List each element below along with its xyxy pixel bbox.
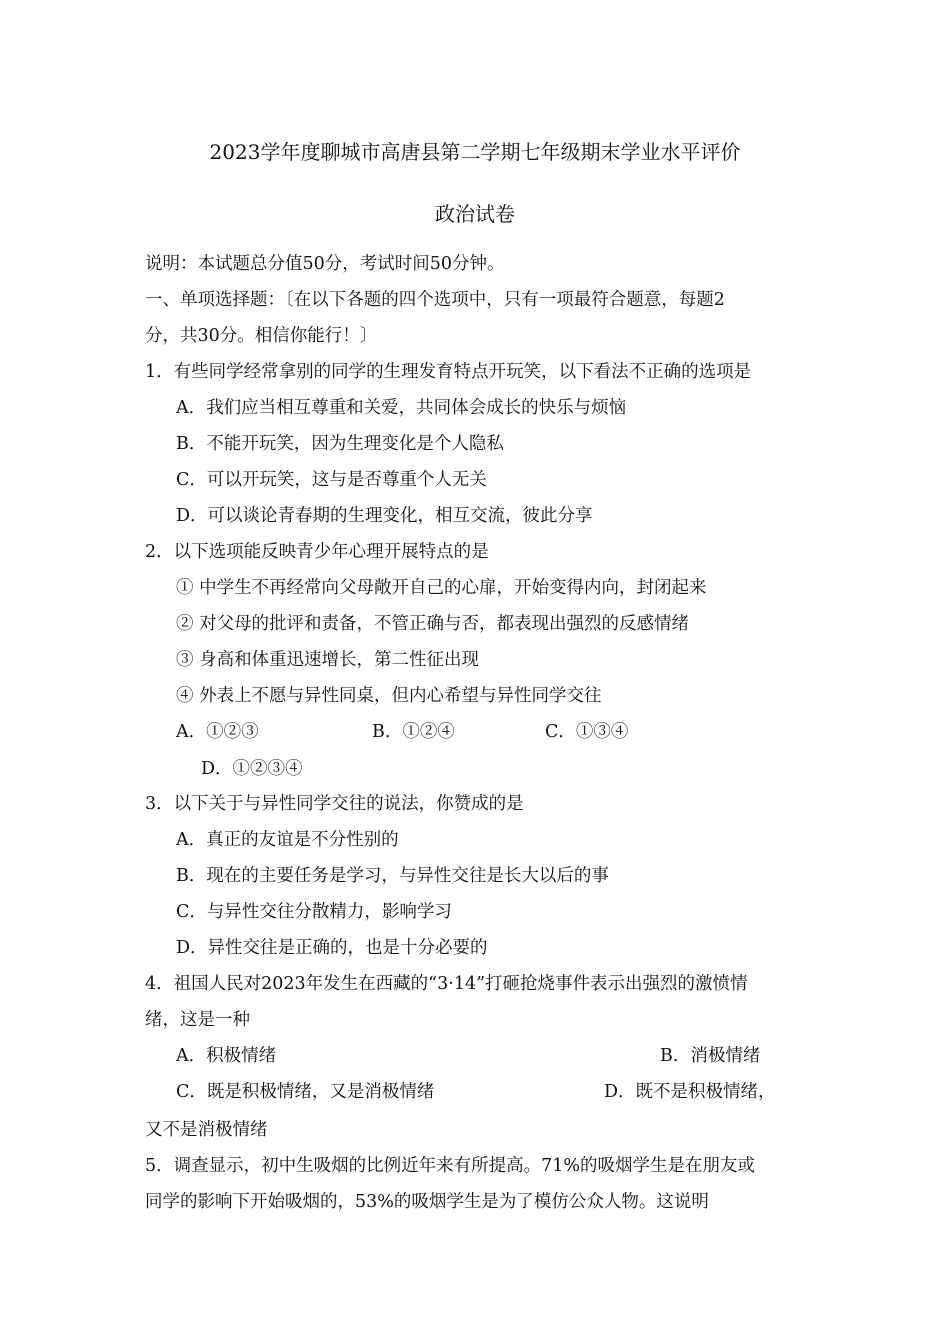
question-3-option-c: C．与异性交往分散精力，影响学习: [176, 902, 452, 922]
question-2-stem: 2．以下选项能反映青少年心理开展特点的是: [145, 542, 489, 562]
exam-note: 说明：本试题总分值50分，考试时间50分钟。: [145, 254, 505, 274]
question-2-option-a: A．①②③: [176, 722, 259, 742]
question-4-option-c: C．既是积极情绪，又是消极情绪: [176, 1082, 435, 1102]
question-2-option-b: B．①②④: [372, 722, 455, 742]
question-1-stem: 1．有些同学经常拿别的同学的生理发育特点开玩笑，以下看法不正确的选项是: [145, 362, 752, 382]
question-2-option-c: C．①③④: [545, 722, 629, 742]
question-4-option-d: D．既不是积极情绪，: [604, 1082, 776, 1102]
question-4-stem-line2: 绪，这是一种: [145, 1010, 250, 1030]
question-5-stem-line2: 同学的影响下开始吸烟的，53%的吸烟学生是为了模仿公众人物。这说明: [145, 1192, 709, 1212]
question-3-option-b: B．现在的主要任务是学习，与异性交往是长大以后的事: [176, 866, 609, 886]
question-4-stem-line1: 4．祖国人民对2023年发生在西藏的“3·14”打砸抢烧事件表示出强烈的激愤情: [145, 974, 748, 994]
question-3-option-a: A．真正的友谊是不分性别的: [176, 830, 399, 850]
question-4-option-a: A．积极情绪: [176, 1046, 277, 1066]
question-1-option-a: A．我们应当相互尊重和关爱，共同体会成长的快乐与烦恼: [176, 398, 627, 418]
question-2-statement-3: ③ 身高和体重迅速增长，第二性征出现: [176, 650, 480, 670]
question-4-option-d-continued: 又不是消极情绪: [145, 1120, 268, 1140]
question-2-statement-4: ④ 外表上不愿与异性同桌，但内心希望与异性同学交往: [176, 686, 602, 706]
question-3-option-d: D．异性交往是正确的，也是十分必要的: [176, 938, 488, 958]
question-5-stem-line1: 5．调查显示，初中生吸烟的比例近年来有所提高。71%的吸烟学生是在朋友或: [145, 1156, 756, 1176]
exam-title: 2023学年度聊城市高唐县第二学期七年级期末学业水平评价: [209, 140, 741, 164]
section-heading-line2: 分，共30分。相信你能行！〕: [145, 326, 378, 346]
question-4-option-b: B．消极情绪: [660, 1046, 761, 1066]
question-1-option-c: C．可以开玩笑，这与是否尊重个人无关: [176, 470, 487, 490]
question-1-option-d: D．可以谈论青春期的生理变化，相互交流，彼此分享: [176, 506, 593, 526]
question-3-stem: 3．以下关于与异性同学交往的说法，你赞成的是: [145, 794, 524, 814]
question-2-statement-2: ② 对父母的批评和责备，不管正确与否，都表现出强烈的反感情绪: [176, 614, 690, 634]
question-2-statement-1: ① 中学生不再经常向父母敞开自己的心扉，开始变得内向，封闭起来: [176, 578, 707, 598]
exam-subtitle: 政治试卷: [435, 202, 515, 226]
question-1-option-b: B．不能开玩笑，因为生理变化是个人隐私: [176, 434, 504, 454]
question-2-option-d: D．①②③④: [201, 759, 303, 779]
section-heading-line1: 一、单项选择题：〔在以下各题的四个选项中，只有一项最符合题意，每题2: [145, 290, 725, 310]
